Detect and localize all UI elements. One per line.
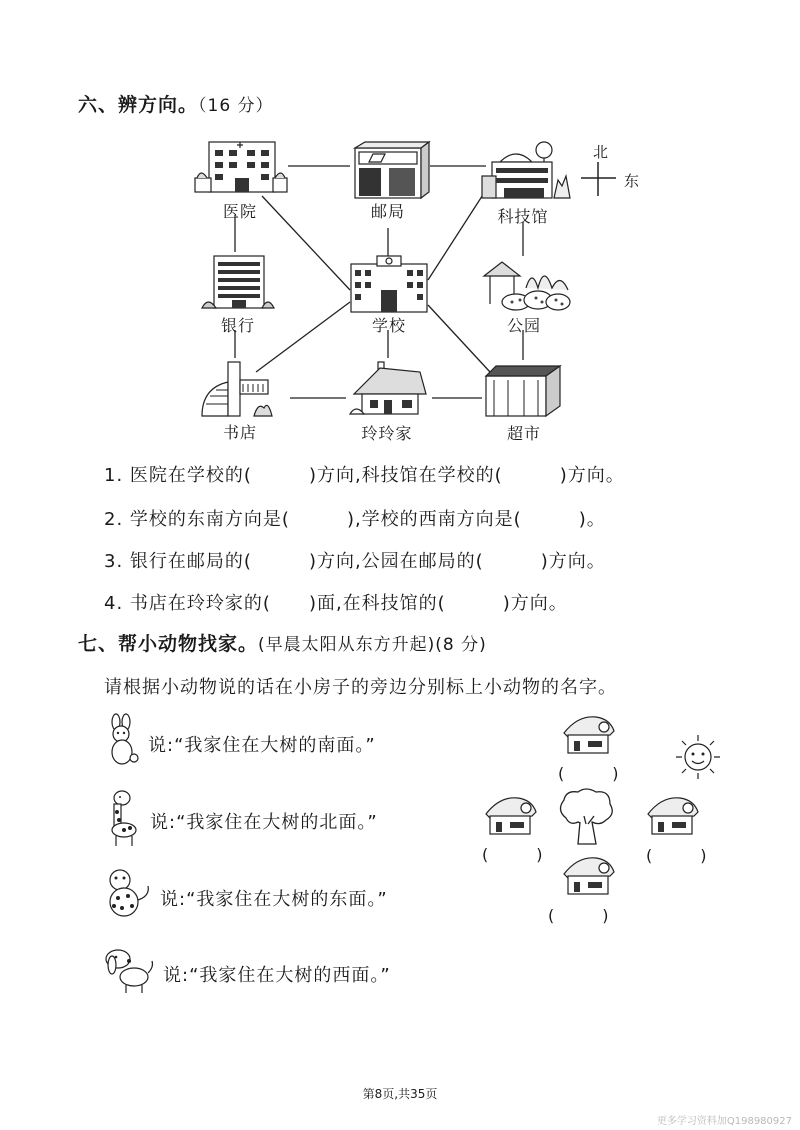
section-6-title: 六、辨方向。 <box>78 94 199 116</box>
section-7-note: (早晨太阳从东方升起)(8 分) <box>258 635 487 655</box>
house-icon <box>350 360 430 418</box>
watermark: 更多学习资料加Q198980927 <box>656 1116 792 1127</box>
question-text: 银行在邮局的( )方向,公园在邮局的( )方向。 <box>129 551 606 572</box>
section-7-title: 七、帮小动物找家。 <box>78 633 259 655</box>
place-label-school: 学校 <box>371 316 406 335</box>
supermarket-building-icon <box>484 362 564 418</box>
tree-icon <box>556 788 616 846</box>
place-label-bookstore: 书店 <box>222 423 257 442</box>
science-museum-building-icon <box>482 136 574 204</box>
question-3 <box>104 547 606 573</box>
answer-blank-west[interactable]: ( ) <box>482 845 543 864</box>
section-7-instruction: 请根据小动物说的话在小房子的旁边分别标上小动物的名字。 <box>104 677 617 698</box>
giraffe-saying: 说:“我家住在大树的北面。” <box>150 812 378 833</box>
place-label-science-museum: 科技馆 <box>497 207 549 226</box>
answer-blank-south[interactable]: ( ) <box>548 906 609 925</box>
place-label-bank: 银行 <box>220 316 255 335</box>
house-north-icon[interactable] <box>560 713 616 757</box>
place-label-linglings-home: 玲玲家 <box>361 424 413 443</box>
question-4 <box>104 589 568 615</box>
compass-north-label: 北 <box>593 143 609 161</box>
compass-east-label: 东 <box>624 172 640 190</box>
park-pavilion-icon <box>482 258 572 314</box>
dog-icon <box>104 945 156 995</box>
house-east-icon[interactable] <box>644 794 700 838</box>
place-label-post-office: 邮局 <box>370 202 405 221</box>
rabbit-saying: 说:“我家住在大树的南面。” <box>148 735 376 756</box>
question-number: 3. <box>104 551 124 572</box>
question-number: 4. <box>104 593 124 614</box>
house-west-icon[interactable] <box>482 794 538 838</box>
answer-blank-east[interactable]: ( ) <box>646 846 707 865</box>
compass-cross <box>576 160 616 200</box>
leopard-saying: 说:“我家住在大树的东面。” <box>160 889 388 910</box>
question-text: 学校的东南方向是( ),学校的西南方向是( )。 <box>129 509 606 530</box>
question-number: 2. <box>104 509 124 530</box>
sun-icon <box>674 733 722 781</box>
hospital-building-icon <box>195 138 287 198</box>
school-building-icon <box>347 254 431 314</box>
place-label-supermarket: 超市 <box>506 424 541 443</box>
question-2 <box>104 505 606 531</box>
answer-blank-north[interactable]: ( ) <box>558 764 619 783</box>
dog-saying: 说:“我家住在大树的西面。” <box>163 965 391 986</box>
section-7-heading <box>78 629 487 656</box>
question-text: 医院在学校的( )方向,科技馆在学校的( )方向。 <box>129 465 625 486</box>
house-south-icon[interactable] <box>560 854 616 898</box>
leopard-icon <box>104 866 154 920</box>
question-text: 书店在玲玲家的( )面,在科技馆的( )方向。 <box>129 593 568 614</box>
rabbit-icon <box>104 714 140 768</box>
post-office-building-icon <box>351 140 431 202</box>
bank-building-icon <box>202 254 274 312</box>
question-1 <box>104 461 625 487</box>
place-label-park: 公园 <box>506 316 541 335</box>
page-number: 第8页,共35页 <box>362 1087 438 1101</box>
section-6-score: （16 分） <box>198 96 274 116</box>
question-number: 1. <box>104 465 124 486</box>
bookstore-building-icon <box>198 360 276 418</box>
place-label-hospital: 医院 <box>222 202 257 221</box>
giraffe-icon <box>104 788 144 848</box>
